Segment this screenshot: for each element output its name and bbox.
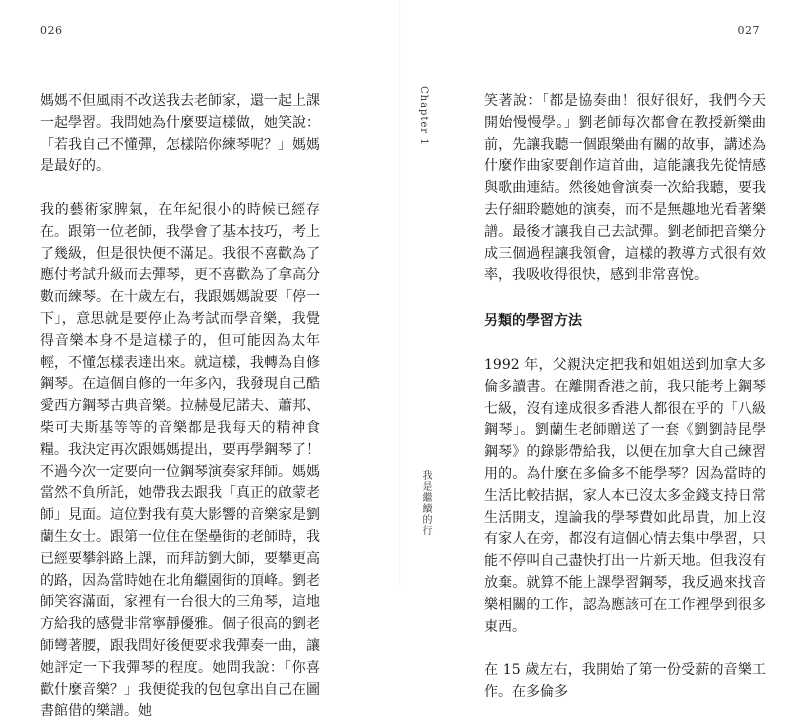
right-page-body [484,91,766,704]
running-head: Chapter 1 [418,86,429,146]
left-paragraph-2: 我的藝術家脾氣，在年紀很小的時候已經存在。跟第一位老師，我學會了基本技巧，考上了幾級，但是很快便不滿足。我很不喜歡為了應付考試升級而去彈琴，更不喜歡為了拿高分數而練琴。在十歲左右，我跟媽媽說要「停一下」，意思就是要停止為考試而學音樂，我覺得音樂本身不是這樣子的，但可能因為太年輕，不懂怎樣表達出來。就這樣，我轉為自修鋼琴。在這個自修的一年多內，我發現自己酷愛西方鋼琴古典音樂。拉赫曼尼諾夫、蕭邦、柴可夫斯基等等的音樂都是我每天的精神食糧。我決定再次跟媽媽提出，要再學鋼琴了！不過今次一定要向一位鋼琴演奏家拜師。媽媽當然不負所託，她帶我去跟我「真正的啟蒙老師」見面。這位對我有莫大影響的音樂家是劉蘭生女士。跟第一位住在堡壘街的老師時，我已經要攀斜路上課，而拜訪劉大師，要攀更高的路，因為當時她在北角繼園街的頂峰。劉老師笑容滿面，家裡有一台很大的三角琴，這地方給我的感覺非常寧靜優雅。個子很高的劉老師彎著腰，跟我問好後便要求我彈奏一曲，讓她評定一下我彈琴的程度。她問我說：「你喜歡什麼音樂？」我便從我的包包拿出自己在圖書館借的樂譜。她 [40,201,320,720]
section-heading: 另類的學習方法 [484,313,582,330]
side-title: 我是繼續的行 [420,470,431,536]
right-paragraph-2: 1992 年，父親決定把我和姐姐送到加拿大多倫多讀書。在離開香港之前，我只能考上鋼琴七級，沒有達成很多香港人都很在乎的「八級鋼琴」。劉蘭生老師贈送了一套《劉劉詩昆學鋼琴》的錄影帶給我，以便在加拿大自己練習用的。為什麼在多倫多不能學琴？因為當時的生活比較拮据，家人本已沒太多金錢支持日常生活開支，遑論我的學琴費如此昂貴，加上沒有家人在旁，都沒有這個心情去集中學習，只能不停叫自己盡快打出一片新天地。但我沒有放棄。就算不能上課學習鋼琴，我反過來找音樂相關的工作，認為應該可在工作裡學到很多東西。 [484,356,766,635]
left-paragraph-1: 媽媽不但風雨不改送我去老師家，還一起上課一起學習。我問她為什麼要這樣做，她笑說：「若我自己不懂彈，怎樣陪你練琴呢？」媽媽是最好的。 [40,93,320,175]
right-paragraph-3: 在 15 歲左右，我開始了第一份受薪的音樂工作。在多倫多 [484,662,766,701]
left-page-body [40,91,320,723]
book-gutter [399,0,401,585]
left-page-number: 026 [40,24,63,37]
right-page-number: 027 [737,24,760,37]
right-paragraph-1: 笑著說：「都是協奏曲！很好很好，我們今天開始慢慢學。」劉老師每次都會在教授新樂曲前，先讓我聽一個跟樂曲有關的故事，講述為什麼作曲家要創作這首曲，這能讓我先從情感與歌曲連結。然後她會演奏一次給我聽，要我去仔細聆聽她的演奏，而不是無趣地光看著樂譜。最後才讓我自己去試彈。劉老師把音樂分成三個過程讓我領會，這樣的教導方式很有效率，我吸收得很快，感到非常喜悅。 [484,93,766,284]
